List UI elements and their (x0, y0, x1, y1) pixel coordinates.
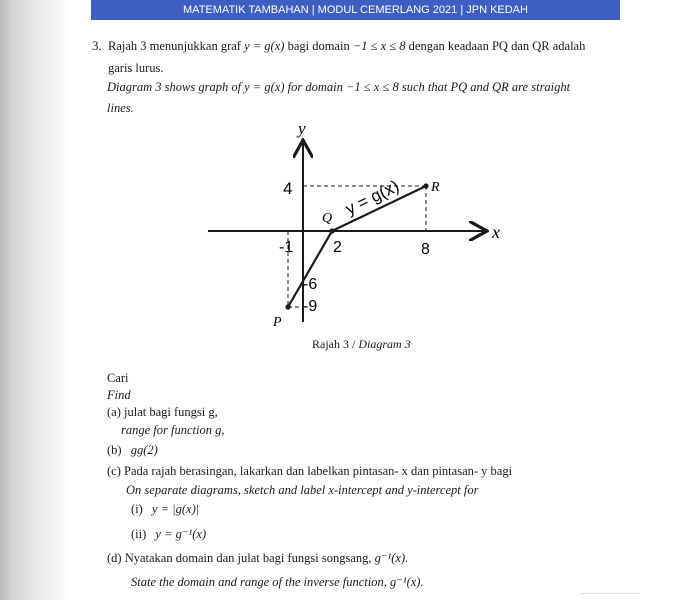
part-c-i-label: (i) (131, 502, 143, 516)
function-expression-en: y = g(x) (244, 80, 285, 94)
find-malay: Cari (107, 371, 129, 385)
graph-diagram (195, 112, 515, 334)
segment-pq (288, 231, 332, 307)
question-english-post: such that PQ and QR are straight (401, 80, 571, 94)
question-english-pre: Diagram 3 shows graph of (107, 80, 242, 94)
part-b (107, 443, 158, 458)
point-r-dot (423, 183, 428, 188)
part-d-expression-en: g⁻¹(x). (389, 575, 424, 589)
part-d-english-text: State the domain and range of the inverse function, (131, 575, 387, 589)
find-english: Find (107, 388, 131, 402)
caption-english: Diagram 3 (358, 337, 411, 351)
point-q-label: Q (322, 211, 333, 226)
curve-label: y = g(x) (342, 176, 403, 219)
tick-label-neg1: -1 (279, 239, 294, 256)
part-a-english: range for function g, (121, 423, 225, 437)
y-axis-label: y (298, 119, 306, 138)
part-d-malay-text: (d) Nyatakan domain dan julat bagi fungsi songsang, (107, 551, 372, 565)
part-d-english (131, 574, 424, 590)
point-p-dot (285, 304, 290, 309)
domain-expression-en: −1 ≤ x ≤ 8 (346, 80, 399, 94)
question-english-line-2: lines. (107, 101, 134, 115)
question-malay-line-2: garis lurus. (108, 61, 164, 75)
part-d-expression: g⁻¹(x). (374, 551, 409, 565)
part-b-label: (b) (107, 443, 122, 457)
header-banner: MATEMATIK TAMBAHAN | MODUL CEMERLANG 2021 | JPN KEDAH (91, 0, 620, 20)
function-expression: y = g(x) (244, 39, 285, 53)
caption-malay: Rajah 3 / (312, 337, 359, 351)
tick-label-neg6: -6 (303, 276, 318, 293)
domain-expression: −1 ≤ x ≤ 8 (352, 39, 406, 53)
part-b-expression: gg(2) (130, 443, 158, 457)
question-malay-post: dengan keadaan PQ dan QR adalah (408, 39, 586, 53)
part-d-malay (107, 550, 408, 566)
question-malay-mid: bagi domain (287, 39, 350, 53)
question-malay-pre: Rajah 3 menunjukkan graf (108, 39, 241, 53)
tick-label-2: 2 (333, 239, 342, 256)
part-c-ii (131, 526, 206, 542)
part-c-ii-expression: y = g⁻¹(x) (155, 527, 207, 541)
page-footer-mark (580, 593, 640, 600)
part-c-i-expression: y = |g(x)| (151, 502, 200, 516)
diagram-caption (312, 337, 411, 352)
part-a-malay: (a) julat bagi fungsi g, (107, 405, 218, 419)
question-english-line-1 (107, 80, 570, 95)
point-q-dot (329, 228, 334, 233)
question-malay-line-1 (108, 39, 585, 54)
question-number: 3. (92, 38, 102, 53)
question-english-mid: for domain (287, 80, 343, 94)
point-r-label: R (431, 180, 440, 195)
page-edge-shadow (0, 0, 72, 600)
tick-label-neg9: -9 (303, 298, 318, 315)
point-p-label: P (273, 315, 282, 330)
part-c-malay: (c) Pada rajah berasingan, lakarkan dan labelkan pintasan- x dan pintasan- y bagi (107, 464, 513, 478)
tick-label-8: 8 (421, 241, 430, 258)
part-c-ii-label: (ii) (131, 527, 147, 541)
part-c-english: On separate diagrams, sketch and label x-intercept and y-intercept for (126, 483, 479, 497)
x-axis-label: x (492, 222, 500, 242)
tick-label-4: 4 (283, 179, 293, 198)
part-c-i (131, 502, 199, 517)
